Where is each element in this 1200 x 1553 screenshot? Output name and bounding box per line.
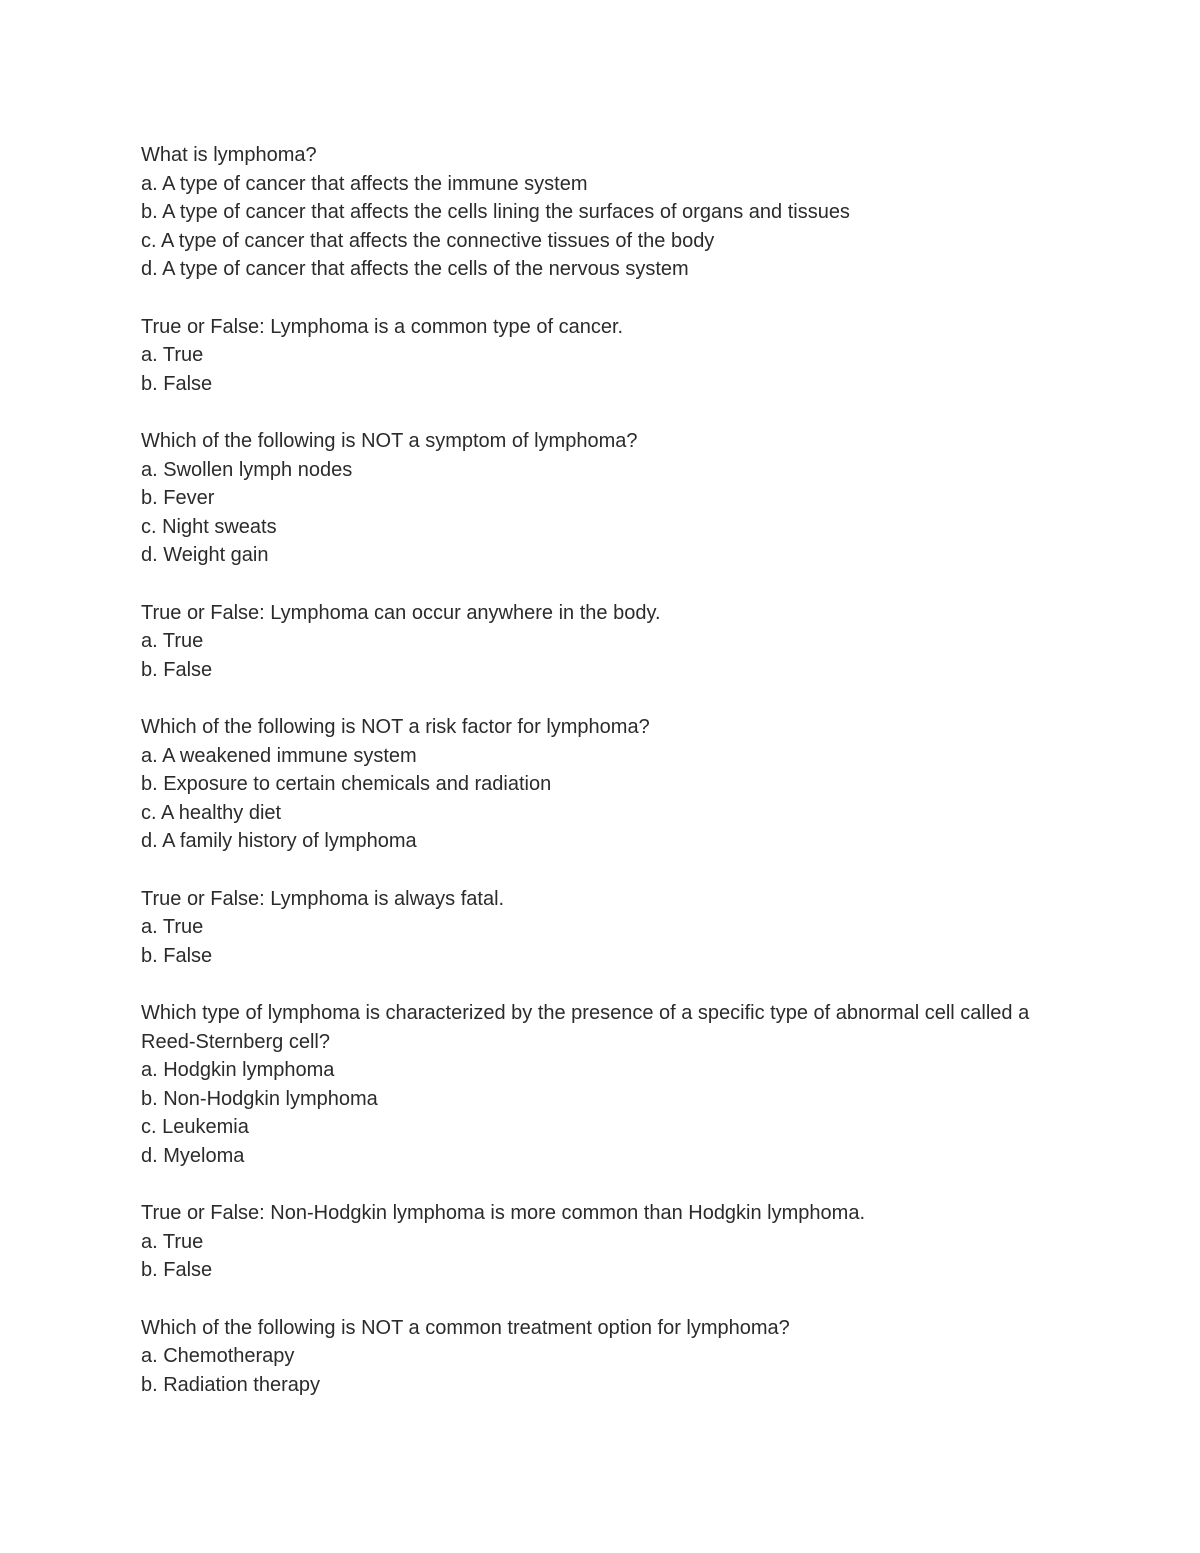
question-2 <box>141 313 1041 399</box>
answer-option: a. Chemotherapy <box>141 1345 295 1367</box>
answer-option: a. True <box>141 916 204 938</box>
answer-option: a. True <box>141 344 204 366</box>
document-page <box>141 141 1041 1428</box>
answer-option: a. Hodgkin lymphoma <box>141 1059 335 1081</box>
question-6 <box>141 885 1041 971</box>
answer-option: a. A weakened immune system <box>141 744 417 767</box>
answer-option: b. False <box>141 372 213 395</box>
answer-option: c. Night sweats <box>141 515 277 538</box>
question-text: True or False: Non-Hodgkin lymphoma is more common than Hodgkin lymphoma. <box>141 1202 865 1224</box>
answer-option: c. A type of cancer that affects the connective tissues of the body <box>141 229 715 252</box>
question-text: True or False: Lymphoma can occur anywhere in the body. <box>141 601 661 624</box>
answer-option: b. False <box>141 658 213 681</box>
question-text: Which of the following is NOT a symptom of lymphoma? <box>141 430 638 452</box>
question-text: True or False: Lymphoma is a common type of cancer. <box>141 315 624 338</box>
question-1 <box>141 141 1041 284</box>
question-4 <box>141 599 1041 685</box>
answer-option: a. True <box>141 630 204 652</box>
answer-option: b. Exposure to certain chemicals and radiation <box>141 773 552 795</box>
answer-option: a. A type of cancer that affects the immune system <box>141 172 588 195</box>
answer-option: d. Myeloma <box>141 1144 245 1167</box>
answer-option: d. A type of cancer that affects the cells of the nervous system <box>141 258 689 280</box>
question-7 <box>141 999 1041 1170</box>
answer-option: b. False <box>141 1259 213 1281</box>
question-9 <box>141 1314 1041 1400</box>
question-text: Which of the following is NOT a risk factor for lymphoma? <box>141 716 650 738</box>
question-8 <box>141 1199 1041 1285</box>
question-text: Which of the following is NOT a common treatment option for lymphoma? <box>141 1316 790 1339</box>
answer-option: d. A family history of lymphoma <box>141 830 417 852</box>
answer-option: b. Radiation therapy <box>141 1373 321 1396</box>
answer-option: b. Fever <box>141 487 215 509</box>
answer-option: b. False <box>141 944 213 967</box>
answer-option: d. Weight gain <box>141 544 269 566</box>
question-5 <box>141 713 1041 856</box>
answer-option: b. A type of cancer that affects the cells lining the surfaces of organs and tissues <box>141 201 850 223</box>
question-text: What is lymphoma? <box>141 144 317 166</box>
answer-option: a. Swollen lymph nodes <box>141 458 353 481</box>
question-3 <box>141 427 1041 570</box>
answer-option: c. A healthy diet <box>141 801 282 824</box>
answer-option: a. True <box>141 1230 204 1253</box>
answer-option: c. Leukemia <box>141 1116 249 1138</box>
question-text: True or False: Lymphoma is always fatal. <box>141 887 505 910</box>
answer-option: b. Non-Hodgkin lymphoma <box>141 1087 378 1110</box>
question-text: Which type of lymphoma is characterized by the presence of a specific type of abnormal cell called a Reed-Sternberg cell? <box>141 1002 1030 1053</box>
